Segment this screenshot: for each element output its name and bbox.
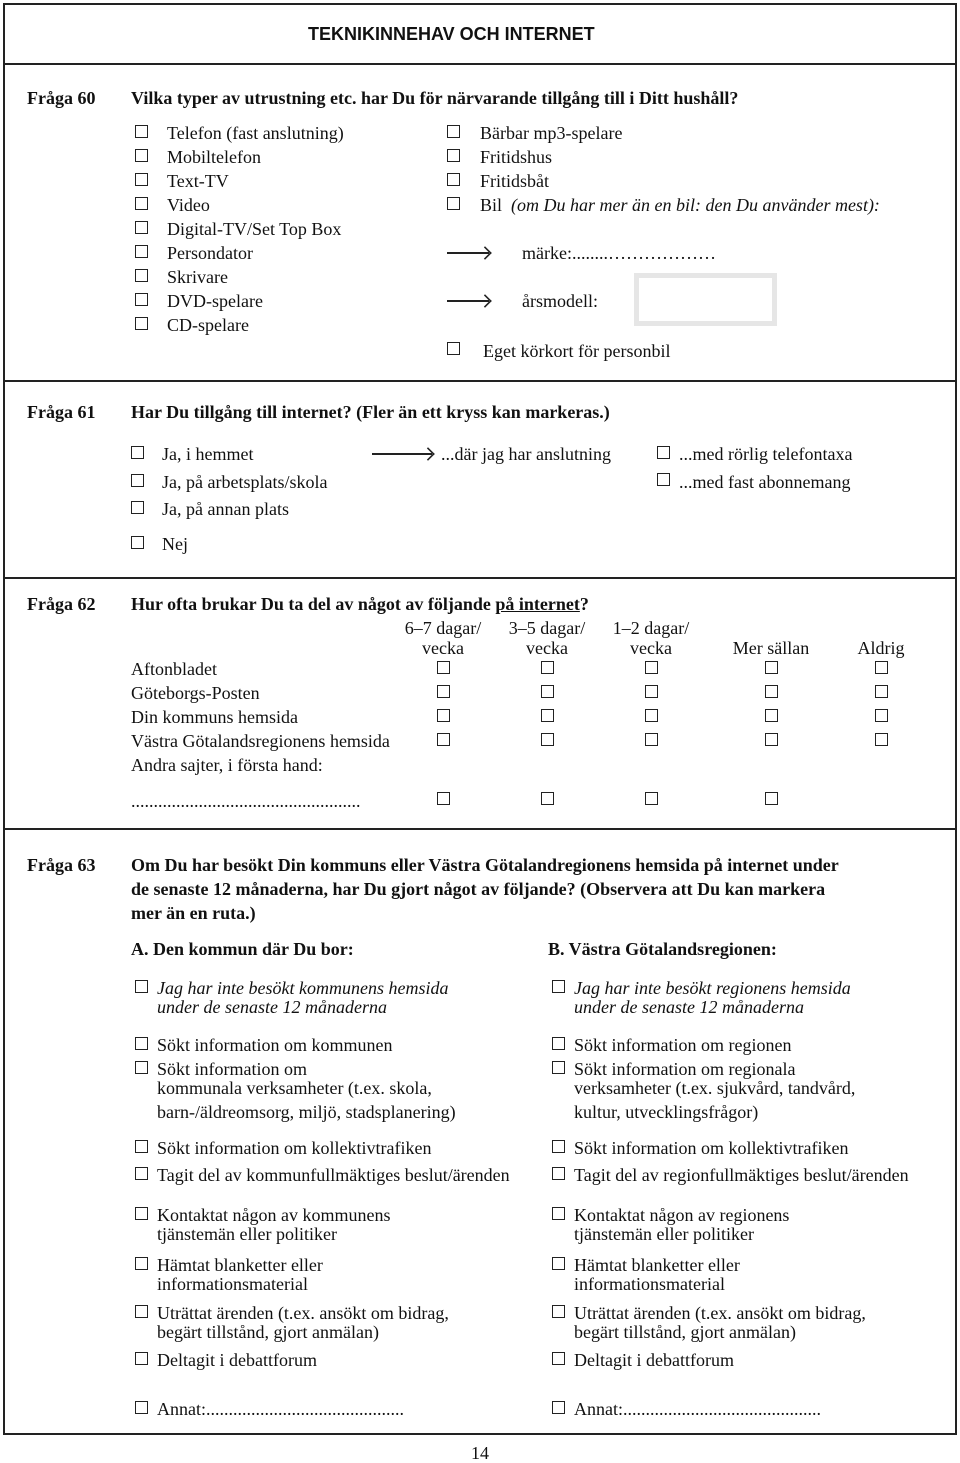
q62-column-header: 3–5 dagar/ — [508, 618, 586, 638]
q61-question: Har Du tillgång till internet? (Fler än ett kryss kan markeras.) — [131, 402, 610, 422]
page-title: TEKNIKINNEHAV OCH INTERNET — [308, 24, 595, 44]
q63-col-b-item-label: Tagit del av regionfullmäktiges beslut/ärenden — [574, 1165, 909, 1185]
q60-option-label: Text-TV — [167, 171, 229, 191]
q63-label: Fråga 63 — [27, 855, 96, 875]
q61-label: Fråga 61 — [27, 402, 96, 422]
q60-korkort-checkbox[interactable] — [447, 342, 460, 355]
q63-col-a-not-visited-text: under de senaste 12 månaderna — [157, 997, 387, 1017]
q63-col-a-item-checkbox[interactable] — [135, 1257, 148, 1270]
divider-q60-q61 — [3, 380, 957, 382]
q60-option-label: CD-spelare — [167, 315, 249, 335]
q63-col-b-item-checkbox[interactable] — [552, 1140, 565, 1153]
q60-korkort-label: Eget körkort för personbil — [483, 341, 671, 361]
q63-col-a-item-label: Annat:............................................ — [157, 1399, 404, 1419]
q60-arsmodell-input[interactable] — [634, 273, 777, 326]
q63-col-a-not-visited-text: Jag har inte besökt kommunens hemsida — [157, 978, 449, 998]
q63-col-b-item-label: Sökt information om kollektivtrafiken — [574, 1138, 849, 1158]
q60-option-label: Video — [167, 195, 210, 215]
q63-col-a-item-checkbox[interactable] — [135, 1352, 148, 1365]
q60-option-checkbox[interactable] — [135, 245, 148, 258]
q63-col-b-item-checkbox[interactable] — [552, 1061, 565, 1074]
q63-col-b-item-checkbox[interactable] — [552, 1305, 565, 1318]
q63-col-b-heading: B. Västra Götalandsregionen: — [548, 939, 777, 959]
q63-col-b-item-label: Sökt information om regionen — [574, 1035, 792, 1055]
q60-option-checkbox[interactable] — [447, 149, 460, 162]
q60-option-checkbox[interactable] — [135, 221, 148, 234]
q62-question-prefix: Hur ofta brukar Du ta del av något av följande — [131, 594, 496, 614]
q62-frequency-checkbox[interactable] — [645, 792, 658, 805]
q60-arsmodell-label: årsmodell: — [522, 291, 598, 311]
q60-option-label: Fritidsbåt — [480, 171, 550, 191]
q62-column-header: Aldrig — [857, 638, 905, 658]
q62-frequency-checkbox[interactable] — [875, 661, 888, 674]
q63-col-a-item-label: Sökt information om — [157, 1059, 307, 1079]
q63-col-a-item-checkbox[interactable] — [135, 1305, 148, 1318]
q60-option-checkbox[interactable] — [135, 173, 148, 186]
q63-question-line-3: mer än en ruta.) — [131, 903, 256, 923]
q63-col-b-item-checkbox[interactable] — [552, 1037, 565, 1050]
q63-col-a-item-label: Sökt information om kollektivtrafiken — [157, 1138, 432, 1158]
q60-option-label: Telefon (fast anslutning) — [167, 123, 344, 143]
q63-col-a-item-checkbox[interactable] — [135, 1401, 148, 1414]
q63-col-b-not-visited-text: Jag har inte besökt regionens hemsida — [574, 978, 851, 998]
q61-option-label: Ja, på annan plats — [162, 499, 289, 519]
q62-frequency-checkbox[interactable] — [875, 685, 888, 698]
q60-option-checkbox[interactable] — [447, 125, 460, 138]
q61-fast-label: ...med fast abonnemang — [679, 472, 851, 492]
q63-col-a-item-label: Deltagit i debattforum — [157, 1350, 317, 1370]
q62-row-label: Din kommuns hemsida — [131, 707, 298, 727]
q61-option-checkbox[interactable] — [131, 474, 144, 487]
arrow-marke — [447, 252, 489, 254]
divider-q62-q63 — [3, 828, 957, 830]
q62-frequency-checkbox[interactable] — [875, 709, 888, 722]
q60-option-checkbox[interactable] — [135, 197, 148, 210]
q60-option-checkbox[interactable] — [135, 149, 148, 162]
q62-column-header: Mer sällan — [732, 638, 810, 658]
q63-col-a-item-label: begärt tillstånd, gjort anmälan) — [157, 1322, 379, 1342]
q62-frequency-checkbox[interactable] — [541, 685, 554, 698]
q63-col-b-item-label: begärt tillstånd, gjort anmälan) — [574, 1322, 796, 1342]
q63-question-line-2: de senaste 12 månaderna, har Du gjort något av följande? (Observera att Du kan markera — [131, 879, 826, 899]
q63-col-b-not-visited-checkbox[interactable] — [552, 980, 565, 993]
q62-question — [131, 595, 589, 613]
q60-option-label: Persondator — [167, 243, 253, 263]
q62-row-label: Västra Götalandsregionens hemsida — [131, 731, 390, 751]
q63-col-a-not-visited-checkbox[interactable] — [135, 980, 148, 993]
q63-col-a-item-checkbox[interactable] — [135, 1167, 148, 1180]
q60-bil-checkbox[interactable] — [447, 197, 460, 210]
q62-frequency-checkbox[interactable] — [541, 792, 554, 805]
q62-frequency-checkbox[interactable] — [541, 709, 554, 722]
q61-option-checkbox[interactable] — [131, 536, 144, 549]
q61-rorlig-label: ...med rörlig telefontaxa — [679, 444, 853, 464]
q62-row-label: Aftonbladet — [131, 659, 217, 679]
q60-option-checkbox[interactable] — [447, 173, 460, 186]
q62-frequency-checkbox[interactable] — [875, 733, 888, 746]
q60-option-checkbox[interactable] — [135, 125, 148, 138]
q63-col-b-item-label: informationsmaterial — [574, 1274, 725, 1294]
q62-other-line[interactable]: ................................................... — [131, 791, 361, 811]
q63-col-a-item-label: Hämtat blanketter eller — [157, 1255, 323, 1275]
q63-col-a-item-checkbox[interactable] — [135, 1037, 148, 1050]
q62-frequency-checkbox[interactable] — [765, 733, 778, 746]
q62-question-suffix: ? — [579, 594, 589, 614]
q61-fast-checkbox[interactable] — [657, 473, 670, 486]
q62-frequency-checkbox[interactable] — [437, 733, 450, 746]
q63-col-b-item-checkbox[interactable] — [552, 1257, 565, 1270]
q60-question: Vilka typer av utrustning etc. har Du för närvarande tillgång till i Ditt hushåll? — [131, 88, 739, 108]
q62-frequency-checkbox[interactable] — [437, 709, 450, 722]
q63-col-b-item-checkbox[interactable] — [552, 1207, 565, 1220]
arrow-arsmodell — [447, 300, 489, 302]
q60-option-label: Fritidshus — [480, 147, 553, 167]
q60-option-label: Digital-TV/Set Top Box — [167, 219, 342, 239]
q63-col-b-item-label: Hämtat blanketter eller — [574, 1255, 740, 1275]
page-number: 14 — [471, 1443, 489, 1463]
divider-q61-q62 — [3, 577, 957, 579]
q60-option-label: Bärbar mp3-spelare — [480, 123, 623, 143]
q60-label: Fråga 60 — [27, 88, 96, 108]
q60-marke-field[interactable]: märke:........……………… — [522, 243, 716, 263]
q63-col-b-item-label: kultur, utvecklingsfrågor) — [574, 1102, 759, 1122]
q63-col-a-item-label: Tagit del av kommunfullmäktiges beslut/ärenden — [157, 1165, 510, 1185]
q63-col-b-item-label: Deltagit i debattforum — [574, 1350, 734, 1370]
q63-col-b-item-checkbox[interactable] — [552, 1401, 565, 1414]
q62-column-header: 1–2 dagar/ — [612, 618, 690, 638]
q61-rorlig-checkbox[interactable] — [657, 446, 670, 459]
q61-connection-label: ...där jag har anslutning — [441, 444, 611, 464]
q63-col-a-item-label: Uträttat ärenden (t.ex. ansökt om bidrag, — [157, 1303, 449, 1323]
q60-option-label: Mobiltelefon — [167, 147, 261, 167]
q63-col-b-item-label: verksamheter (t.ex. sjukvård, tandvård, — [574, 1078, 856, 1098]
q63-col-b-item-label: Uträttat ärenden (t.ex. ansökt om bidrag, — [574, 1303, 866, 1323]
q61-option-label: Ja, i hemmet — [162, 444, 254, 464]
q62-frequency-checkbox[interactable] — [765, 792, 778, 805]
q62-frequency-checkbox[interactable] — [765, 661, 778, 674]
q62-frequency-checkbox[interactable] — [765, 685, 778, 698]
q62-frequency-checkbox[interactable] — [437, 685, 450, 698]
q62-column-header: vecka — [422, 638, 464, 658]
q62-label: Fråga 62 — [27, 594, 96, 614]
q62-column-header: vecka — [526, 638, 568, 658]
q61-option-label: Ja, på arbetsplats/skola — [162, 472, 328, 492]
q63-col-b-item-checkbox[interactable] — [552, 1167, 565, 1180]
q62-column-header: 6–7 dagar/ — [404, 618, 482, 638]
q63-col-a-item-checkbox[interactable] — [135, 1207, 148, 1220]
q62-row-label: Göteborgs-Posten — [131, 683, 260, 703]
q60-option-label: Skrivare — [167, 267, 228, 287]
q61-option-checkbox[interactable] — [131, 446, 144, 459]
q61-option-checkbox[interactable] — [131, 501, 144, 514]
q63-col-a-heading: A. Den kommun där Du bor: — [131, 939, 354, 959]
q62-frequency-checkbox[interactable] — [645, 709, 658, 722]
q62-column-header: vecka — [630, 638, 672, 658]
q62-row-label: Andra sajter, i första hand: — [131, 755, 323, 775]
q61-option-label: Nej — [162, 534, 188, 554]
q63-col-a-item-label: kommunala verksamheter (t.ex. skola, — [157, 1078, 432, 1098]
q62-frequency-checkbox[interactable] — [437, 661, 450, 674]
q63-col-a-item-checkbox[interactable] — [135, 1140, 148, 1153]
arrow-connection — [372, 453, 432, 455]
q63-col-a-item-checkbox[interactable] — [135, 1061, 148, 1074]
q60-option-checkbox[interactable] — [135, 293, 148, 306]
q63-col-a-item-label: Kontaktat någon av kommunens — [157, 1205, 391, 1225]
q62-frequency-checkbox[interactable] — [541, 661, 554, 674]
q63-col-b-item-label: Sökt information om regionala — [574, 1059, 796, 1079]
q62-frequency-checkbox[interactable] — [645, 661, 658, 674]
q62-frequency-checkbox[interactable] — [645, 685, 658, 698]
q60-bil-note: (om Du har mer än en bil: den Du använder mest): — [511, 195, 880, 215]
q63-col-a-item-label: Sökt information om kommunen — [157, 1035, 393, 1055]
q62-frequency-checkbox[interactable] — [645, 733, 658, 746]
q63-question-line-1: Om Du har besökt Din kommuns eller Västra Götalandregionens hemsida på internet under — [131, 855, 839, 875]
q60-bil-label: Bil — [480, 195, 503, 215]
q63-col-b-item-label: Annat:............................................ — [574, 1399, 821, 1419]
q63-col-b-item-label: Kontaktat någon av regionens — [574, 1205, 790, 1225]
q63-col-b-item-checkbox[interactable] — [552, 1352, 565, 1365]
q63-col-a-item-label: tjänstemän eller politiker — [157, 1224, 337, 1244]
q62-frequency-checkbox[interactable] — [765, 709, 778, 722]
q60-option-label: DVD-spelare — [167, 291, 263, 311]
q63-col-a-item-label: informationsmaterial — [157, 1274, 308, 1294]
q63-col-a-item-label: barn-/äldreomsorg, miljö, stadsplanering) — [157, 1102, 456, 1122]
q62-question-underlined: på internet — [495, 594, 580, 614]
q63-col-b-item-label: tjänstemän eller politiker — [574, 1224, 754, 1244]
q60-option-checkbox[interactable] — [135, 269, 148, 282]
q62-frequency-checkbox[interactable] — [541, 733, 554, 746]
q60-option-checkbox[interactable] — [135, 317, 148, 330]
q63-col-b-not-visited-text: under de senaste 12 månaderna — [574, 997, 804, 1017]
q62-frequency-checkbox[interactable] — [437, 792, 450, 805]
